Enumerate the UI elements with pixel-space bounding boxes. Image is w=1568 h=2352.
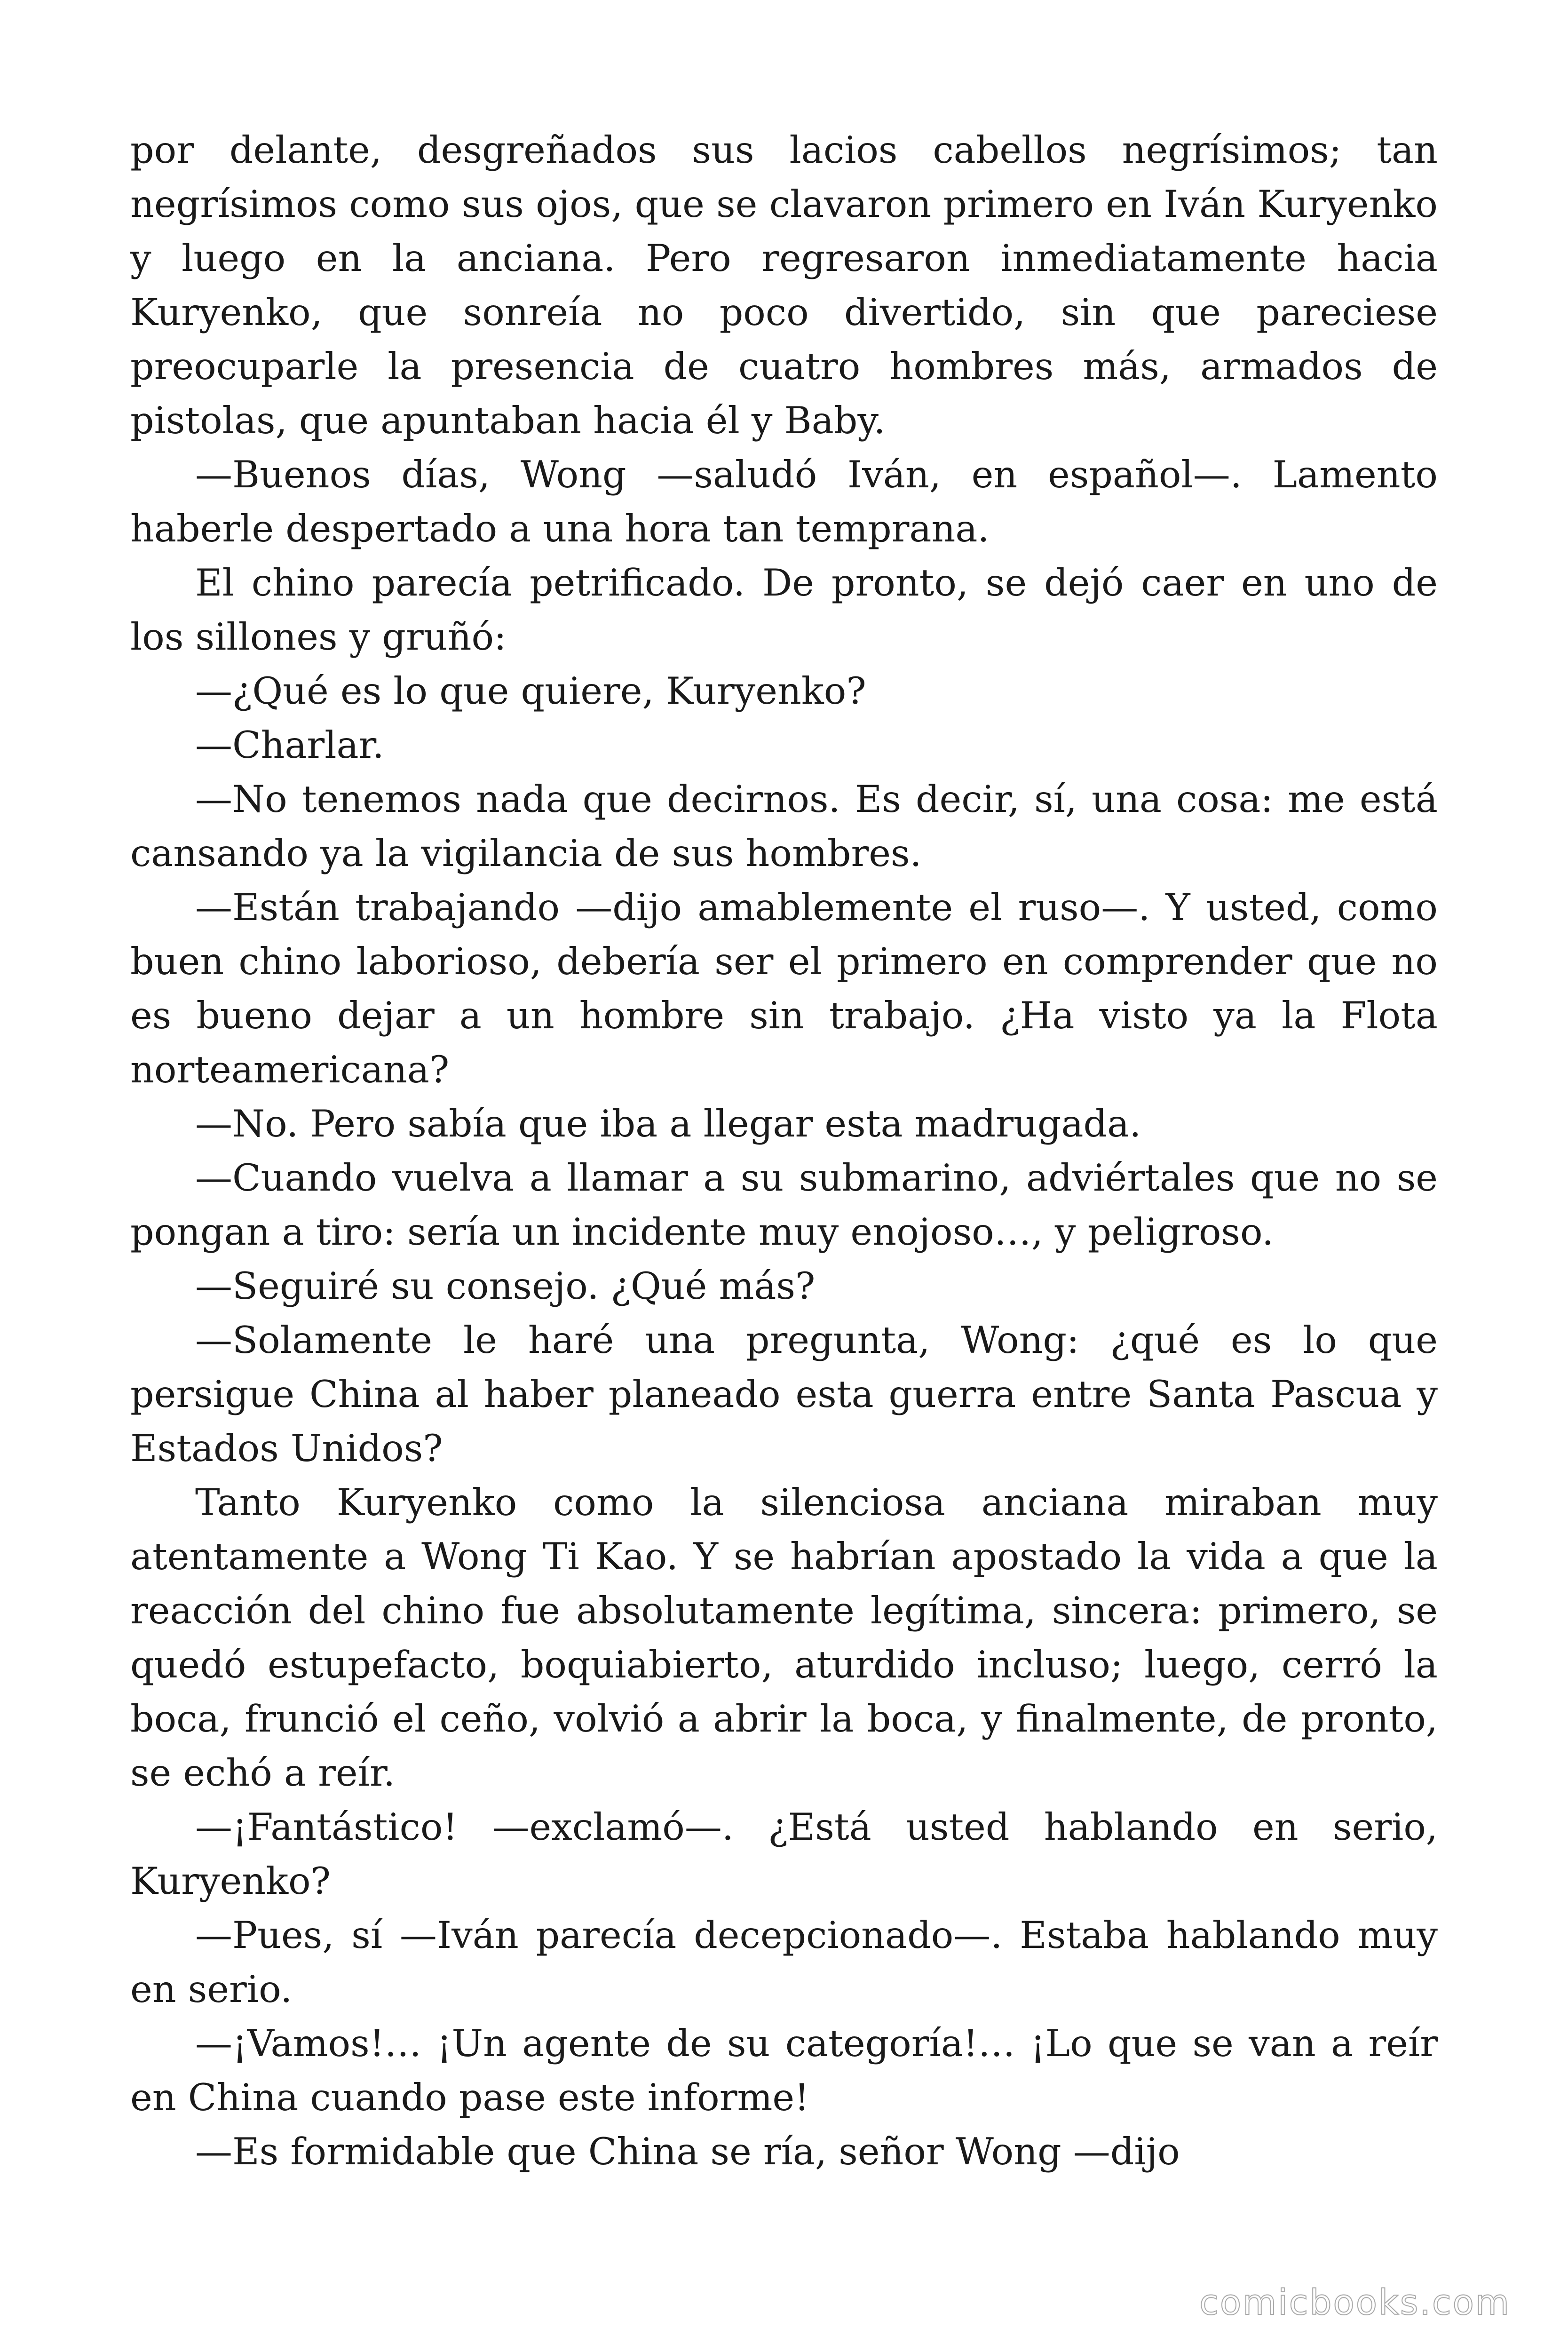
book-page-text [130, 123, 1438, 2179]
paragraph-15: —¡Vamos!… ¡Un agente de su categoría!… ¡Lo que se van a reír en China cuando pase este informe! [130, 2022, 1438, 2119]
site-watermark: comicbooks.com [1199, 2282, 1511, 2323]
paragraph-12: Tanto Kuryenko como la silenciosa anciana miraban muy atentamente a Wong Ti Kao. Y se habrían apostado la vida a que la reacción del chino fue absolutamente legítima, sincera: primero, se quedó estupefacto, boquiabierto, aturdido incluso; luego, cerró la boca, frunció el ceño, volvió a abrir la boca, y finalmente, de pronto, se echó a reír. [130, 1481, 1438, 1795]
paragraph-6: —No tenemos nada que decirnos. Es decir, sí, una cosa: me está cansando ya la vigilancia de sus hombres. [130, 778, 1438, 875]
paragraph-5: —Charlar. [195, 723, 384, 767]
paragraph-10: —Seguiré su consejo. ¿Qué más? [195, 1264, 816, 1308]
paragraph-13: —¡Fantástico! —exclamó—. ¿Está usted hablando en serio, Kuryenko? [130, 1805, 1438, 1903]
paragraph-1: por delante, desgreñados sus lacios cabellos negrísimos; tan negrísimos como sus ojos, que se clavaron primero en Iván Kuryenko y luego en la anciana. Pero regresaron inmediatamente hacia Kuryenko, que sonreía no poco divertido, sin que pareciese preocuparle la presencia de cuatro hombres más, armados de pistolas, que apuntaban hacia él y Baby. [130, 128, 1438, 442]
paragraph-11: —Solamente le haré una pregunta, Wong: ¿qué es lo que persigue China al haber planeado esta guerra entre Santa Pascua y Estados Unidos? [130, 1319, 1438, 1470]
paragraph-16: —Es formidable que China se ría, señor Wong —dijo [195, 2130, 1180, 2173]
paragraph-4: —¿Qué es lo que quiere, Kuryenko? [195, 669, 866, 713]
paragraph-3: El chino parecía petrificado. De pronto, se dejó caer en uno de los sillones y gruñó: [130, 561, 1438, 659]
paragraph-14: —Pues, sí —Iván parecía decepcionado—. Estaba hablando muy en serio. [130, 1914, 1438, 2011]
paragraph-9: —Cuando vuelva a llamar a su submarino, adviértales que no se pongan a tiro: sería un incidente muy enojoso…, y peligroso. [130, 1156, 1438, 1254]
paragraph-7: —Están trabajando —dijo amablemente el ruso—. Y usted, como buen chino laborioso, debería ser el primero en comprender que no es bueno dejar a un hombre sin trabajo. ¿Ha visto ya la Flota norteamericana? [130, 886, 1438, 1091]
paragraph-8: —No. Pero sabía que iba a llegar esta madrugada. [195, 1102, 1141, 1145]
paragraph-2: —Buenos días, Wong —saludó Iván, en español—. Lamento haberle despertado a una hora tan temprana. [130, 453, 1438, 550]
